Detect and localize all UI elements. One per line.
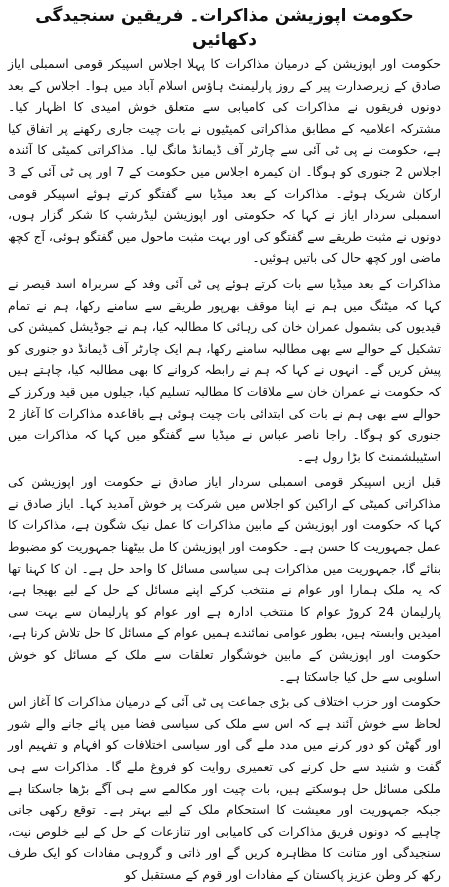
editorial-headline: حکومت اپوزیشن مذاکرات۔ فریقین سنجیدگی دکھائیں — [35, 6, 414, 50]
editorial-paragraph-1: حکومت اور اپوزیشن کے درمیان مذاکرات کا پہلا اجلاس اسپیکر قومی اسمبلی ایاز صادق کے زیرصدارت پیر کے روز پارلیمنٹ ہاؤس اسلام آباد میں ہوا۔ اجلاس کے بعد دونوں فریقوں نے مذاکرات کی کامیابی سے متعلق خوش امیدی کا اظہار کیا۔ مشترکہ اعلامیہ کے مطابق مذاکراتی کمیٹیوں نے بات چیت جاری رکھنے پر اتفاق کیا ہے، حکومت نے پی ٹی آئی سے چارٹر آف ڈیمانڈ مانگ لیا۔ مذاکراتی کمیٹی کا آئندہ اجلاس 2 جنوری کو ہوگا۔ ان کیمرہ اجلاس میں حکومت کے 7 اور پی ٹی آئی کے 3 ارکان شریک ہوئے۔ مذاکرات کے بعد میڈیا سے گفتگو کرتے ہوئے اسپیکر قومی اسمبلی سردار ایاز نے کہا کہ حکومتی اور اپوزیشن لیڈرشپ کا شکر گزار ہوں، دونوں نے مثبت طریقے سے گفتگو کی اور بہت مثبت ماحول میں گفتگو ہوئی، آج کچھ ماضی اور کچھ حال کی باتیں ہوئیں۔ — [8, 57, 441, 266]
editorial-paragraph-2: مذاکرات کے بعد میڈیا سے بات کرتے ہوئے پی ٹی آئی وفد کے سربراہ اسد قیصر نے کہا کہ میٹنگ میں ہم نے اپنا موقف بھرپور طریقے سے سامنے رکھا، ہم نے تمام قیدیوں کی بشمول عمران خان کی رہائی کا مطالبہ کیا، ہم نے جوڈیشل کمیشن کی تشکیل کے حوالے سے بھی مطالبہ سامنے رکھا، ہم ایک چارٹر آف ڈیمانڈ دو جنوری کو پیش کریں گے۔ انہوں نے کہا کہ ہم نے رابطہ کروانے کا بھی مطالبہ کیا، چاہتے ہیں کہ حکومت نے عمران خان سے ملاقات کا مطالبہ تسلیم کیا، جیلوں میں قید ورکرز کے حوالے سے بھی ہم نے بات کی ابتدائی بات چیت ہوئی ہے باقاعدہ مذاکرات کا آغاز 2 جنوری کو ہوگا۔ راجا ناصر عباس نے میڈیا سے گفتگو میں کہا کہ مذاکرات میں اسٹیبلشمنٹ کا بڑا رول ہے۔ — [8, 276, 441, 464]
editorial-paragraph-4: حکومت اور حزب اختلاف کی بڑی جماعت پی ٹی آئی کے درمیان مذاکرات کا آغاز اس لحاظ سے خوش آئند ہے کہ اس سے ملک کی سیاسی فضا میں پائے جانے والے شور اور گھٹن کو دور کرنے میں مدد ملے گی اور سیاسی اختلافات کو افہام و تفہیم اور گفت و شنید سے حل کرنے کی تعمیری روایت کو فروغ ملے گا۔ مذاکرات سے ہی ملکی مسائل حل ہوسکتے ہیں، بات چیت اور مکالمے سے ہی آگے بڑھا جاسکتا ہے جبکہ جمہوریت اور معیشت کا استحکام ملک کے لیے بہتر ہے۔ توقع رکھی جانی چاہیے کہ دونوں فریق مذاکرات کی کامیابی اور تنازعات کے حل کے لیے خلوص نیت، سنجیدگی اور متانت کا مظاہرہ کریں گے اور ذاتی و گروہی مفادات کو ایک طرف رکھ کر وطن عزیز پاکستان کے مفادات اور قوم کے مستقبل کو — [8, 695, 441, 882]
editorial-paragraph-3: قبل ازیں اسپیکر قومی اسمبلی سردار ایاز صادق نے حکومت اور اپوزیشن کی مذاکراتی کمیٹی کے اراکین کو اجلاس میں شرکت پر خوش آمدید کہا۔ ایاز صادق نے کہا کہ حکومت اور اپوزیشن کے مابین مذاکرات کا عمل نیک شگون ہے، مذاکرات کا عمل جمہوریت کا حسن ہے۔ حکومت اور اپوزیشن کا مل بیٹھنا جمہوریت کو مضبوط بنائے گا، جمہوریت میں مذاکرات ہی سیاسی مسائل کا واحد حل ہے۔ ان کا کہنا تھا کہ یہ ملک ہمارا اور عوام نے منتخب کرکے اپنے مسائل کے حل کے لیے بھیجا ہے، پارلیمان 24 کروڑ عوام کا منتخب ادارہ ہے اور عوام کو پارلیمان سے بہت سی امیدیں وابستہ ہیں، بطور عوامی نمائندے ہمیں عوام کے مسائل کا حل تلاش کرنا ہے، حکومت اور اپوزیشن کے مابین خوشگوار تعلقات سے ملک کے مسائل کو خوش اسلوبی سے حل کیا جاسکتا ہے۔ — [8, 475, 441, 684]
